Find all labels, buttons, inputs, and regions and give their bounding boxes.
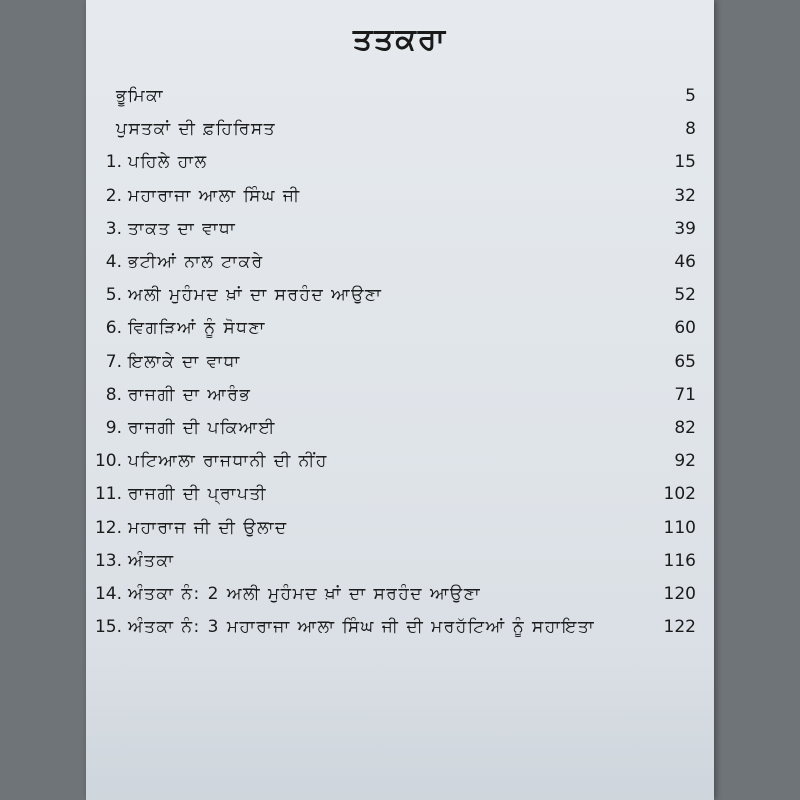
toc-entry-page: 71 [674, 384, 696, 405]
toc-entry-title: ਪਟਿਆਲਾ ਰਾਜਧਾਨੀ ਦੀ ਨੀਂਹ [128, 451, 328, 472]
toc-entry-page: 15 [674, 152, 696, 173]
toc-entry [86, 480, 696, 510]
toc-entry [86, 248, 696, 278]
toc-entry [86, 514, 696, 544]
toc-entry-number: 15. [94, 617, 122, 638]
toc-entry-number: 4. [105, 252, 122, 272]
toc-entry [86, 414, 696, 444]
toc-entry-number: 12. [94, 517, 122, 538]
toc-entry-page: 8 [685, 119, 696, 140]
toc-entry [86, 314, 696, 344]
toc-entry [86, 115, 696, 145]
toc-entry [86, 547, 696, 577]
toc-entry-title: ਅਲੀ ਮੁਹੰਮਦ ਖ਼ਾਂ ਦਾ ਸਰਹੰਦ ਆਉਣਾ [128, 285, 383, 306]
toc-entry-number: 2. [105, 185, 122, 206]
toc-entry-page: 32 [674, 185, 696, 206]
toc-entry-page: 102 [663, 484, 696, 505]
toc-entry-title: ਭਟੀਆਂ ਨਾਲ ਟਾਕਰੇ [128, 252, 264, 272]
toc-entry [86, 82, 696, 112]
toc-entry-number: 9. [105, 418, 122, 438]
toc-entry-number: 10. [94, 451, 122, 472]
toc-entry-page: 82 [674, 418, 696, 438]
toc-entry-number: 13. [94, 550, 122, 571]
toc-entry-title: ਰਾਜਗੀ ਦਾ ਆਰੰਭ [128, 384, 252, 405]
toc-entry-title: ਭੂਮਿਕਾ [116, 86, 165, 106]
toc-entry [86, 281, 696, 311]
toc-entry-title: ਮਹਾਰਾਜਾ ਆਲਾ ਸਿੰਘ ਜੀ [128, 185, 301, 206]
toc-entry-number: 5. [105, 285, 122, 306]
toc-entry-title: ਤਾਕਤ ਦਾ ਵਾਧਾ [128, 218, 237, 239]
toc-entry-title: ਮਹਾਰਾਜ ਜੀ ਦੀ ਉਲਾਦ [128, 517, 288, 538]
toc-entry-page: 5 [685, 86, 696, 106]
page-shading [86, 660, 714, 800]
toc-entry-title: ਅੰਤਕਾ [128, 550, 175, 571]
toc-entry-title: ਅੰਤਕਾ ਨੰ: 2 ਅਲੀ ਮੁਹੰਮਦ ਖ਼ਾਂ ਦਾ ਸਰਹੰਦ ਆਉਣਾ [128, 584, 482, 604]
toc-entry [86, 348, 696, 378]
toc-entry-page: 92 [674, 451, 696, 472]
toc-entry-title: ਰਾਜਗੀ ਦੀ ਪਕਿਆਈ [128, 418, 276, 438]
toc-entry-page: 116 [663, 550, 696, 571]
toc-entry-number: 6. [105, 318, 122, 339]
toc-entry-page: 60 [674, 318, 696, 339]
toc-entry [86, 580, 696, 610]
toc-entry-title: ਇਲਾਕੇ ਦਾ ਵਾਧਾ [128, 351, 241, 372]
toc-entry-number: 8. [105, 384, 122, 405]
toc-entry-page: 52 [674, 285, 696, 306]
toc-entry-title: ਪੁਸਤਕਾਂ ਦੀ ਫ਼ਹਿਰਿਸਤ [116, 119, 277, 140]
toc-entry-title: ਪਹਿਲੇ ਹਾਲ [128, 152, 208, 173]
toc-entry [86, 215, 696, 245]
book-page [86, 0, 714, 800]
toc-entry-page: 39 [674, 218, 696, 239]
toc-entry-title: ਅੰਤਕਾ ਨੰ: 3 ਮਹਾਰਾਜਾ ਆਲਾ ਸਿੰਘ ਜੀ ਦੀ ਮਰਹੱਟਿਆਂ ਨੂੰ ਸਹਾਇਤਾ [128, 617, 596, 638]
toc-entry [86, 613, 696, 643]
toc-entry-page: 110 [663, 517, 696, 538]
page-title: ਤਤਕਰਾ [352, 22, 448, 57]
toc-entry-page: 46 [674, 252, 696, 272]
toc-entry-number: 7. [105, 351, 122, 372]
toc-entry-number: 11. [94, 484, 122, 505]
toc-entry-page: 65 [674, 351, 696, 372]
toc-entry-number: 3. [105, 218, 122, 239]
toc-entry-page: 122 [663, 617, 696, 638]
toc-entry [86, 381, 696, 411]
toc-entry-number: 14. [94, 584, 122, 604]
toc-entry-title: ਵਿਗੜਿਆਂ ਨੂੰ ਸੋਧਣਾ [128, 318, 266, 339]
toc-entry-number: 1. [105, 152, 122, 173]
toc-entry-page: 120 [663, 584, 696, 604]
toc-entry-title: ਰਾਜਗੀ ਦੀ ਪ੍ਰਾਪਤੀ [128, 484, 267, 505]
toc-entry [86, 182, 696, 212]
toc-entry [86, 148, 696, 178]
toc-entry [86, 447, 696, 477]
